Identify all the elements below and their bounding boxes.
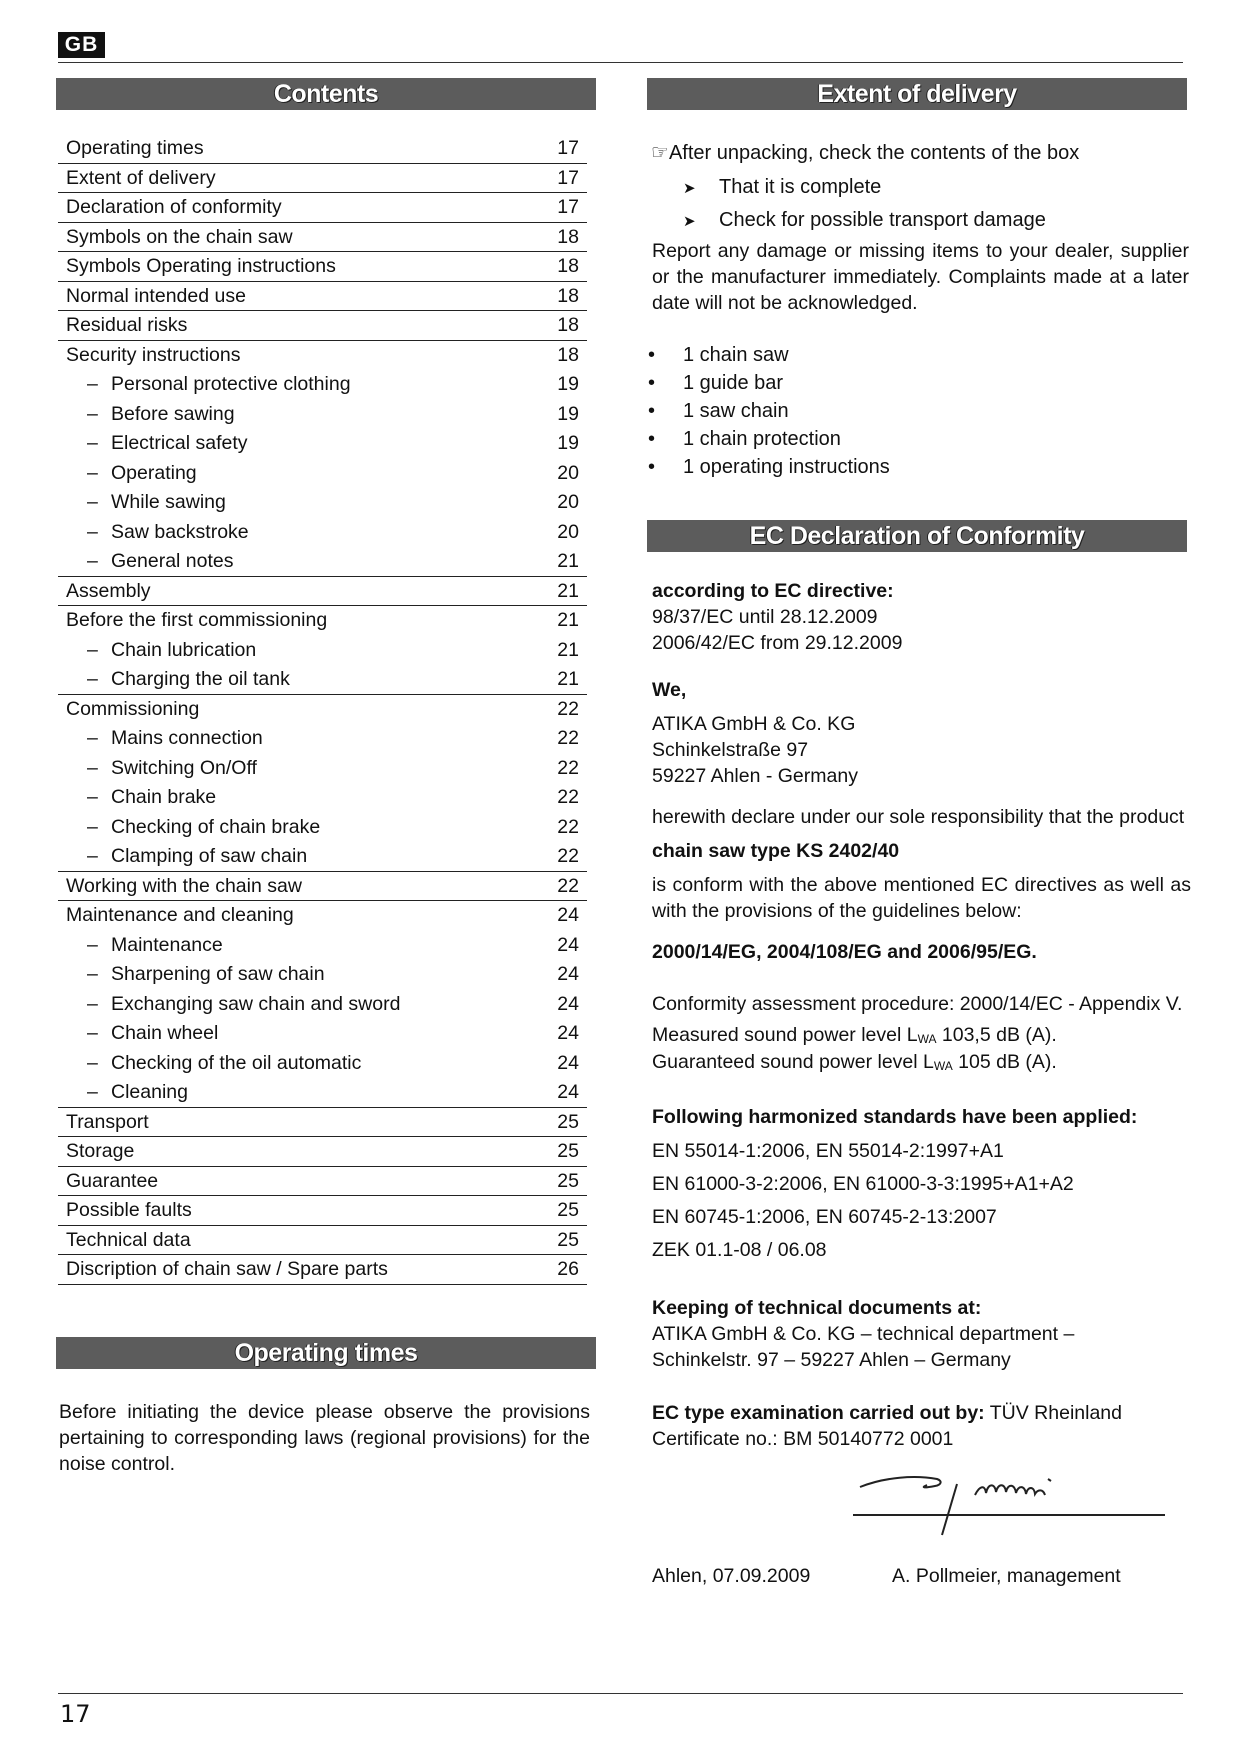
dash-icon: –	[87, 756, 98, 779]
toc-entry	[58, 813, 587, 843]
dash-icon: –	[87, 933, 98, 956]
toc-entry	[58, 341, 587, 371]
toc-entry-page: 25	[557, 1140, 579, 1162]
delivery-item	[648, 342, 789, 368]
toc-entry-page: 24	[557, 992, 579, 1015]
toc-title-text: Extent of delivery	[66, 166, 216, 189]
toc-entry	[58, 1167, 587, 1197]
company-street: Schinkelstraße 97	[652, 739, 809, 761]
toc-entry-title	[87, 724, 263, 752]
toc-entry	[58, 960, 587, 990]
toc-entry-title	[66, 193, 282, 221]
toc-entry	[58, 311, 587, 341]
ec-declaration-heading: EC Declaration of Conformity	[647, 520, 1187, 552]
toc-entry-page: 25	[557, 1228, 579, 1251]
toc-entry	[58, 872, 587, 902]
guaranteed-value: 105 dB (A).	[958, 1051, 1057, 1073]
toc-entry	[58, 665, 587, 695]
toc-title-text: Maintenance	[111, 933, 223, 956]
measured-subscript: WA	[917, 1032, 937, 1046]
toc-entry-title	[87, 960, 325, 988]
toc-entry-title	[87, 1049, 361, 1077]
toc-entry-title	[87, 636, 256, 664]
toc-entry	[58, 400, 587, 430]
toc-entry-page: 25	[557, 1169, 579, 1192]
toc-entry	[58, 134, 587, 164]
toc-title-text: Exchanging saw chain and sword	[111, 992, 401, 1015]
bottom-rule	[58, 1693, 1183, 1694]
keeping-line-1: ATIKA GmbH & Co. KG – technical department –	[652, 1323, 1075, 1345]
toc-title-text: Residual risks	[66, 314, 188, 336]
toc-entry-title	[66, 1196, 192, 1224]
toc-entry	[58, 1255, 587, 1285]
directive-1: 98/37/EC until 28.12.2009	[652, 606, 878, 628]
dash-icon: –	[87, 432, 98, 454]
toc-title-text: Operating times	[66, 137, 204, 159]
toc-title-text: Working with the chain saw	[66, 874, 302, 897]
top-rule	[58, 62, 1183, 63]
toc-title-text: Storage	[66, 1140, 135, 1162]
toc-entry-title	[87, 518, 249, 546]
dash-icon: –	[87, 402, 98, 425]
arrow-item-text: Check for possible transport damage	[719, 209, 1046, 231]
toc-entry	[58, 488, 587, 518]
toc-entry-page: 24	[557, 1051, 579, 1074]
toc-entry-page: 18	[557, 343, 579, 366]
toc-entry	[58, 193, 587, 223]
toc-entry-title	[87, 754, 257, 782]
toc-entry	[58, 931, 587, 961]
toc-entry-page: 22	[557, 786, 579, 808]
toc-entry	[58, 1078, 587, 1108]
guidelines: 2000/14/EG, 2004/108/EG and 2006/95/EG.	[652, 941, 1037, 963]
dash-icon: –	[87, 668, 98, 690]
toc-title-text: Transport	[66, 1110, 149, 1133]
toc-title-text: Personal protective clothing	[111, 373, 351, 395]
toc-title-text: Electrical safety	[111, 432, 248, 454]
according-label: according to EC directive:	[652, 580, 894, 602]
toc-entry-page: 22	[557, 845, 579, 867]
toc-entry-page: 25	[557, 1110, 579, 1133]
toc-entry-title	[87, 783, 216, 811]
toc-entry-page: 17	[557, 166, 579, 189]
toc-entry-page: 22	[557, 815, 579, 838]
toc-entry-page: 24	[557, 1081, 579, 1103]
bullet-icon: •	[648, 428, 656, 450]
bullet-icon: •	[648, 344, 656, 366]
measured-sound-level	[652, 1022, 1057, 1052]
language-badge: GB	[58, 32, 105, 58]
toc-entry-page: 18	[557, 284, 579, 307]
arrow-list-item	[683, 174, 881, 202]
bullet-icon: •	[648, 372, 656, 394]
toc-entry	[58, 724, 587, 754]
page-number: 17	[60, 1700, 91, 1728]
toc-entry	[58, 606, 587, 636]
toc-entry	[58, 252, 587, 282]
bullet-icon: •	[648, 400, 656, 422]
standards-label: Following harmonized standards have been applied:	[652, 1106, 1138, 1128]
toc-entry-title	[66, 577, 151, 605]
toc-title-text: Assembly	[66, 579, 151, 602]
operating-times-heading: Operating times	[56, 1337, 596, 1369]
toc-entry	[58, 547, 587, 577]
toc-entry-page: 21	[557, 668, 579, 690]
toc-entry-page: 24	[557, 904, 579, 926]
toc-entry-page: 20	[557, 491, 579, 513]
toc-entry-title	[66, 282, 246, 310]
toc-entry	[58, 370, 587, 400]
toc-entry-page: 22	[557, 874, 579, 897]
toc-entry-title	[87, 813, 320, 841]
toc-entry-page: 22	[557, 697, 579, 720]
toc-entry-title	[66, 1108, 149, 1136]
signatory: A. Pollmeier, management	[892, 1565, 1121, 1587]
declare-text: herewith declare under our sole responsibility that the product	[652, 806, 1185, 828]
toc-entry-title	[66, 1167, 158, 1195]
toc-entry-title	[66, 1255, 388, 1283]
toc-entry	[58, 1137, 587, 1167]
toc-title-text: Checking of the oil automatic	[111, 1051, 362, 1074]
toc-entry	[58, 459, 587, 489]
signature-image	[845, 1455, 1175, 1565]
dash-icon: –	[87, 638, 98, 661]
toc-entry	[58, 695, 587, 725]
dash-icon: –	[87, 1081, 98, 1103]
toc-entry-page: 21	[557, 609, 579, 631]
toc-entry-page: 22	[557, 756, 579, 779]
standard-item: EN 61000-3-2:2006, EN 61000-3-3:1995+A1+A2	[652, 1173, 1074, 1195]
dash-icon: –	[87, 845, 98, 867]
standard-item: EN 55014-1:2006, EN 55014-2:1997+A1	[652, 1140, 1004, 1162]
delivery-item	[648, 398, 789, 424]
delivery-item-text: 1 guide bar	[683, 372, 784, 394]
toc-entry-page: 22	[557, 727, 579, 749]
dash-icon: –	[87, 520, 98, 543]
dash-icon: –	[87, 550, 98, 572]
toc-entry-page: 24	[557, 933, 579, 956]
dash-icon: –	[87, 992, 98, 1015]
toc-entry	[58, 1019, 587, 1049]
arrow-icon: ➤	[683, 213, 696, 230]
toc-entry-title	[87, 1019, 218, 1047]
place-date: Ahlen, 07.09.2009	[652, 1565, 811, 1587]
toc-entry-title	[66, 223, 293, 251]
bullet-icon: •	[648, 456, 656, 478]
toc-entry-page: 24	[557, 1022, 579, 1044]
toc-entry-page: 18	[557, 314, 579, 336]
toc-entry-title	[87, 459, 197, 487]
toc-entry-page: 17	[557, 196, 579, 218]
toc-entry-title	[87, 1078, 188, 1106]
toc-title-text: Sharpening of saw chain	[111, 963, 325, 985]
delivery-item	[648, 370, 783, 396]
toc-entry-title	[87, 931, 223, 959]
toc-entry-title	[87, 842, 307, 870]
exam-label: EC type examination carried out by:	[652, 1402, 985, 1424]
toc-title-text: Chain wheel	[111, 1022, 219, 1044]
toc-entry-title	[66, 311, 187, 339]
conform-text: is conform with the above mentioned EC directives as well as with the provisions of the guidelines below:	[652, 874, 1191, 922]
toc-title-text: Switching On/Off	[111, 756, 257, 779]
exam-value: TÜV Rheinland	[989, 1402, 1122, 1424]
toc-entry-page: 20	[557, 520, 579, 543]
standard-item: EN 60745-1:2006, EN 60745-2-13:2007	[652, 1206, 997, 1228]
toc-title-text: While sawing	[111, 491, 226, 513]
table-of-contents	[58, 134, 587, 1285]
toc-entry-page: 18	[557, 255, 579, 277]
check-instruction	[651, 140, 1079, 166]
dash-icon: –	[87, 727, 98, 749]
keeping-line-2: Schinkelstr. 97 – 59227 Ahlen – Germany	[652, 1349, 1011, 1371]
assessment-procedure: Conformity assessment procedure: 2000/14/EC - Appendix V.	[652, 993, 1183, 1015]
toc-entry-page: 20	[557, 461, 579, 484]
product-name: chain saw type KS 2402/40	[652, 840, 900, 862]
toc-entry-title	[66, 695, 199, 723]
toc-title-text: Guarantee	[66, 1169, 159, 1192]
toc-entry	[58, 754, 587, 784]
delivery-item-text: 1 saw chain	[683, 400, 789, 422]
toc-entry-title	[66, 606, 327, 634]
delivery-item-text: 1 operating instructions	[683, 456, 890, 478]
toc-title-text: Saw backstroke	[111, 520, 249, 543]
toc-entry	[58, 429, 587, 459]
dash-icon: –	[87, 963, 98, 985]
toc-entry-title	[87, 547, 234, 575]
toc-entry-title	[66, 901, 294, 929]
toc-entry	[58, 518, 587, 548]
arrow-item-text: That it is complete	[719, 176, 882, 198]
toc-entry	[58, 1196, 587, 1226]
dash-icon: –	[87, 1022, 98, 1044]
dash-icon: –	[87, 1051, 98, 1074]
toc-entry	[58, 577, 587, 607]
toc-entry-title	[87, 488, 226, 516]
toc-entry-page: 25	[557, 1199, 579, 1221]
toc-entry-title	[66, 164, 216, 192]
toc-entry-title	[66, 1137, 134, 1165]
we-label: We,	[652, 679, 687, 701]
standard-item: ZEK 01.1-08 / 06.08	[652, 1239, 827, 1261]
toc-title-text: Before the first commissioning	[66, 609, 328, 631]
measured-prefix: Measured sound power level L	[652, 1024, 918, 1046]
delivery-item-text: 1 chain protection	[683, 428, 841, 450]
toc-entry-title	[66, 341, 240, 369]
toc-entry-page: 19	[557, 402, 579, 425]
contents-heading: Contents	[56, 78, 596, 110]
toc-title-text: Possible faults	[66, 1199, 192, 1221]
pointing-hand-icon: ☞	[651, 142, 669, 164]
toc-entry-page: 24	[557, 963, 579, 985]
toc-title-text: Security instructions	[66, 343, 241, 366]
toc-entry	[58, 783, 587, 813]
toc-entry-page: 19	[557, 432, 579, 454]
operating-times-text: Before initiating the device please observe the provisions pertaining to corresponding laws (regional provisions) for the noise control.	[59, 1401, 590, 1475]
toc-title-text: Cleaning	[111, 1081, 188, 1103]
keeping-label: Keeping of technical documents at:	[652, 1297, 982, 1319]
toc-title-text: Before sawing	[111, 402, 235, 425]
toc-entry	[58, 901, 587, 931]
toc-entry	[58, 164, 587, 194]
guaranteed-sound-level	[652, 1049, 1057, 1079]
company-name: ATIKA GmbH & Co. KG	[652, 713, 856, 735]
toc-title-text: Technical data	[66, 1228, 191, 1251]
toc-title-text: Checking of chain brake	[111, 815, 321, 838]
toc-title-text: Commissioning	[66, 697, 200, 720]
toc-entry-title	[87, 400, 235, 428]
dash-icon: –	[87, 815, 98, 838]
toc-entry-page: 18	[557, 225, 579, 248]
company-city: 59227 Ahlen - Germany	[652, 765, 858, 787]
certificate-number: Certificate no.: BM 50140772 0001	[652, 1428, 954, 1450]
toc-title-text: Declaration of conformity	[66, 196, 282, 218]
toc-entry	[58, 1108, 587, 1138]
toc-entry-title	[87, 370, 351, 398]
toc-entry	[58, 636, 587, 666]
toc-entry-title	[87, 990, 400, 1018]
dash-icon: –	[87, 461, 98, 484]
toc-entry-page: 19	[557, 373, 579, 395]
toc-entry-page: 21	[557, 550, 579, 572]
toc-entry	[58, 223, 587, 253]
toc-entry-title	[66, 134, 204, 162]
toc-entry-title	[66, 1226, 191, 1254]
arrow-list-item	[683, 207, 1046, 235]
toc-title-text: Clamping of saw chain	[111, 845, 308, 867]
dash-icon: –	[87, 786, 98, 808]
toc-title-text: Chain brake	[111, 786, 217, 808]
toc-title-text: Discription of chain saw / Spare parts	[66, 1258, 388, 1280]
toc-entry-page: 26	[557, 1258, 579, 1280]
toc-title-text: Charging the oil tank	[111, 668, 290, 690]
toc-entry-title	[66, 872, 302, 900]
toc-title-text: Maintenance and cleaning	[66, 904, 294, 926]
delivery-item-text: 1 chain saw	[683, 344, 789, 366]
toc-title-text: General notes	[111, 550, 234, 572]
dash-icon: –	[87, 491, 98, 513]
toc-entry-page: 17	[557, 137, 579, 159]
delivery-item	[648, 426, 841, 452]
toc-entry-page: 21	[557, 579, 579, 602]
toc-entry-title	[66, 252, 336, 280]
arrow-icon: ➤	[683, 180, 696, 197]
toc-entry	[58, 990, 587, 1020]
toc-title-text: Symbols on the chain saw	[66, 225, 293, 248]
toc-entry	[58, 842, 587, 872]
guaranteed-prefix: Guaranteed sound power level L	[652, 1051, 934, 1073]
directive-2: 2006/42/EC from 29.12.2009	[652, 632, 903, 654]
toc-title-text: Operating	[111, 461, 197, 484]
delivery-item	[648, 454, 890, 480]
toc-entry-page: 21	[557, 638, 579, 661]
toc-entry-title	[87, 429, 248, 457]
toc-entry	[58, 1226, 587, 1256]
toc-entry	[58, 282, 587, 312]
dash-icon: –	[87, 373, 98, 395]
check-text: After unpacking, check the contents of the box	[668, 142, 1080, 164]
toc-entry	[58, 1049, 587, 1079]
toc-title-text: Mains connection	[111, 727, 263, 749]
exam-line	[652, 1400, 1122, 1426]
toc-title-text: Normal intended use	[66, 284, 246, 307]
toc-title-text: Chain lubrication	[111, 638, 257, 661]
measured-value: 103,5 dB (A).	[941, 1024, 1057, 1046]
toc-title-text: Symbols Operating instructions	[66, 255, 336, 277]
extent-of-delivery-heading: Extent of delivery	[647, 78, 1187, 110]
guaranteed-subscript: WA	[933, 1059, 953, 1073]
toc-entry-title	[87, 665, 290, 693]
report-text: Report any damage or missing items to your dealer, supplier or the manufacturer immediately. Complaints made at a later date will not be acknowledged.	[652, 240, 1189, 314]
